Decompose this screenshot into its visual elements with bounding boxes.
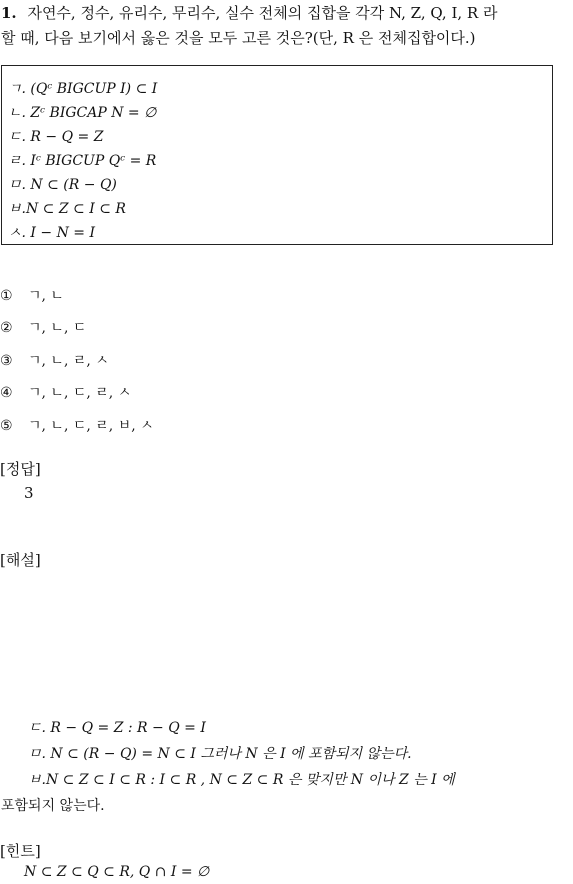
choice-5-mark: ⑤	[0, 418, 13, 434]
explanation-line-2: ㅁ. N ⊂ (R − Q) = N ⊂ I 그러나 N 은 I 에 포함되지 않는다.	[28, 746, 412, 762]
option-item-giyeok: ㄱ. (Qᶜ BIGCUP I) ⊂ I	[8, 81, 158, 97]
question-line-2: 할 때, 다음 보기에서 옳은 것을 모두 고른 것은?(단, R 은 전체집합이다.)	[1, 29, 476, 47]
choice-5-text: ㄱ, ㄴ, ㄷ, ㄹ, ㅂ, ㅅ	[28, 418, 154, 434]
explanation-line-4: 포함되지 않는다.	[1, 798, 105, 814]
question-number: 1.	[1, 4, 17, 22]
choice-4-mark: ④	[0, 385, 13, 401]
option-item-siot: ㅅ. I − N = I	[8, 225, 95, 241]
choice-2-mark: ②	[0, 320, 13, 336]
question-line-1: 자연수, 정수, 유리수, 무리수, 실수 전체의 집합을 각각 N, Z, Q, I, R 라	[27, 4, 498, 22]
option-item-mieum: ㅁ. N ⊂ (R − Q)	[8, 177, 117, 193]
choice-4-text: ㄱ, ㄴ, ㄷ, ㄹ, ㅅ	[28, 385, 132, 401]
explanation-line-3: ㅂ.N ⊂ Z ⊂ I ⊂ R : I ⊂ R , N ⊂ Z ⊂ R 은 맞지만 N 이나 Z 는 I 에	[28, 772, 455, 788]
choice-3-mark: ③	[0, 353, 13, 369]
option-item-nieun: ㄴ. Zᶜ BIGCAP N = ∅	[8, 105, 157, 121]
option-item-digeut: ㄷ. R − Q = Z	[8, 129, 104, 145]
question	[1, 2, 497, 23]
hint-label: [힌트]	[0, 842, 41, 860]
explanation-line-1: ㄷ. R − Q = Z : R − Q = I	[28, 720, 206, 736]
explanation-label: [해설]	[0, 551, 41, 569]
choice-3-text: ㄱ, ㄴ, ㄹ, ㅅ	[28, 353, 109, 369]
answer-value: 3	[24, 484, 34, 502]
choice-3[interactable]	[0, 350, 109, 370]
options-box	[1, 65, 553, 245]
choice-1-text: ㄱ, ㄴ	[28, 288, 64, 304]
option-item-rieul: ㄹ. Iᶜ BIGCUP Qᶜ = R	[8, 153, 157, 169]
choice-4[interactable]	[0, 382, 131, 402]
choice-1-mark: ①	[0, 288, 13, 304]
choice-2-text: ㄱ, ㄴ, ㄷ	[28, 320, 87, 336]
choice-1[interactable]	[0, 285, 64, 305]
choice-5[interactable]	[0, 415, 154, 435]
choice-2[interactable]	[0, 317, 86, 337]
option-item-bieup: ㅂ.N ⊂ Z ⊂ I ⊂ R	[8, 201, 126, 217]
hint-text: N ⊂ Z ⊂ Q ⊂ R, Q ∩ I = ∅	[24, 864, 210, 880]
answer-label: [정답]	[0, 460, 41, 478]
